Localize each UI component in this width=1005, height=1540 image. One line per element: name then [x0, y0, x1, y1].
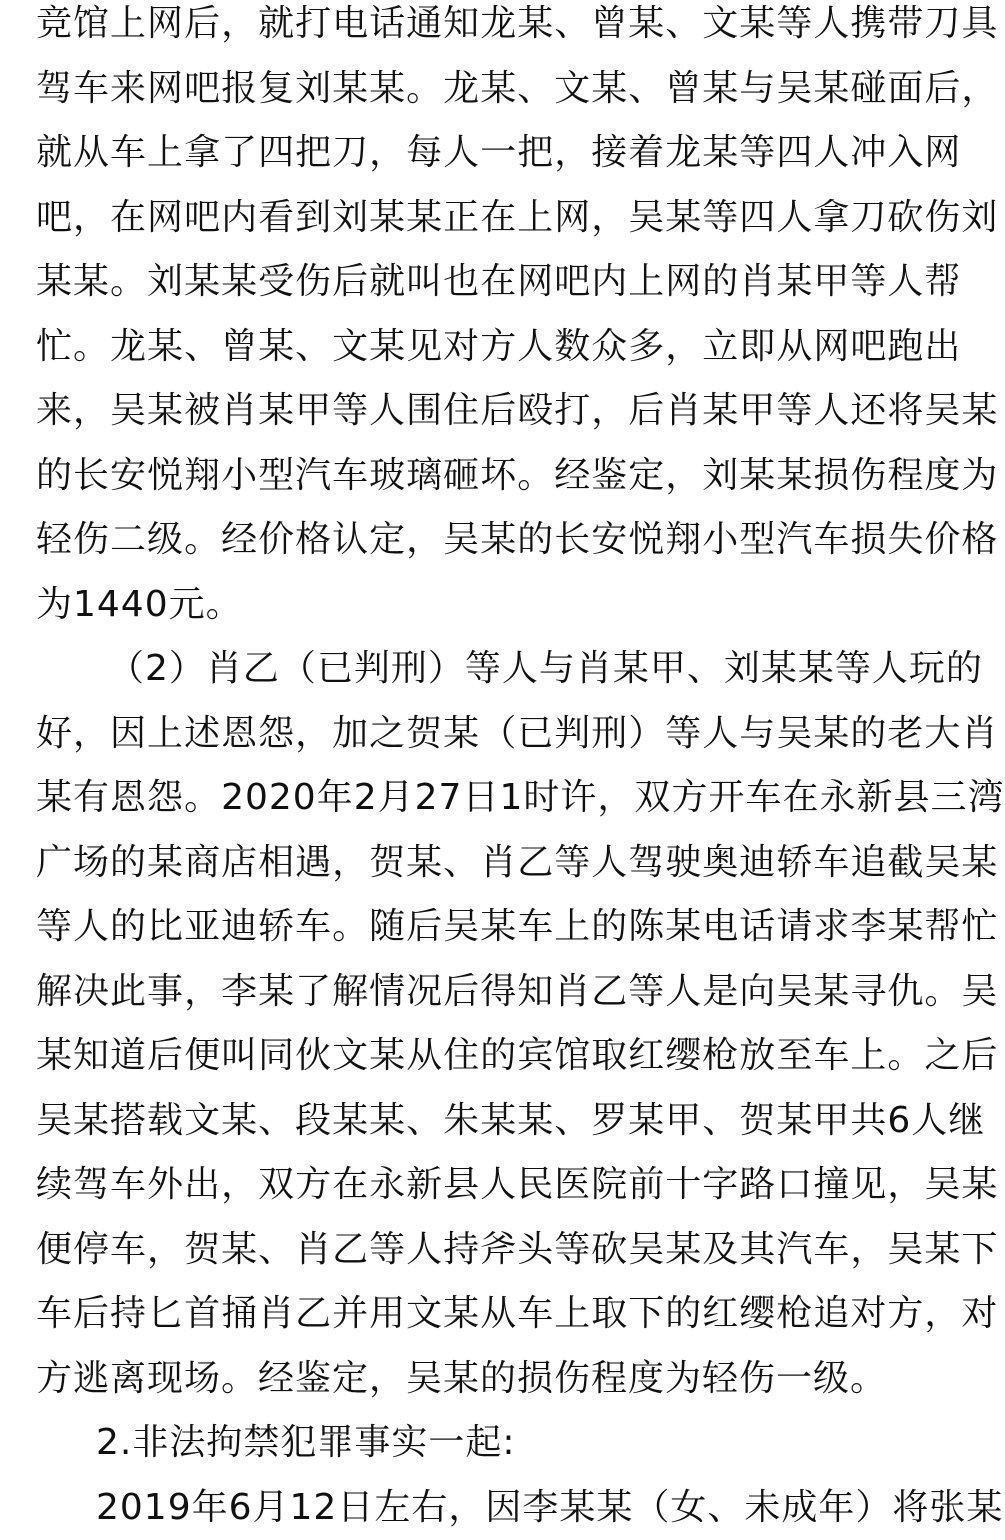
- text-line-17: 某 知 道 后 便 叫 同 伙 文 某 从 住 的 宾 馆 取 红 缨 枪 放 至 车 上 。 之 后: [36, 1024, 840, 1089]
- text-line-10: 为1440元。: [36, 573, 840, 638]
- text-line-12: 好 ， 因 上 述 恩 怨 ， 加 之 贺 某 （ 已 判 刑 ） 等 人 与 吴 某 的 老 大 肖: [36, 702, 840, 767]
- text-line-16: 解 决 此 事 ， 李 某 了 解 情 况 后 得 知 肖 乙 等 人 是 向 吴 某 寻 仇 。 吴: [36, 960, 840, 1025]
- text-line-5: 某 某 。 刘 某 某 受 伤 后 就 叫 也 在 网 吧 内 上 网 的 肖 某 甲 等 人 帮: [36, 250, 840, 315]
- text-line-24: 2019年6月12日左右，因李某某（女、未成年）将张某: [36, 1476, 840, 1540]
- text-line-2: 驾 车 来 网 吧 报 复 刘 某 某 。 龙 某 、 文 某 、 曾 某 与 吴 某 碰 面 后 ，: [36, 57, 840, 122]
- text-line-13: 某 有 恩 怨 。 2020 年 2 月 27 日 1 时 许 ， 双 方 开 车 在 永 新 县 三 湾: [36, 766, 840, 831]
- text-line-7: 来 ， 吴 某 被 肖 某 甲 等 人 围 住 后 殴 打 ， 后 肖 某 甲 等 人 还 将 吴 某: [36, 379, 840, 444]
- text-line-6: 忙 。 龙 某 、 曾 某 、 文 某 见 对 方 人 数 众 多 ， 立 即 从 网 吧 跑 出: [36, 315, 840, 380]
- text-line-20: 便 停 车 ， 贺 某 、 肖 乙 等 人 持 斧 头 等 砍 吴 某 及 其 汽 车 ， 吴 某 下: [36, 1218, 840, 1283]
- text-line-23: 2.非法拘禁犯罪事实一起:: [36, 1411, 840, 1476]
- text-line-9: 轻 伤 二 级 。 经 价 格 认 定 ， 吴 某 的 长 安 悦 翔 小 型 汽 车 损 失 价 格: [36, 508, 840, 573]
- text-line-14: 广 场 的 某 商 店 相 遇 ， 贺 某 、 肖 乙 等 人 驾 驶 奥 迪 轿 车 追 截 吴 某: [36, 831, 840, 896]
- text-line-15: 等 人 的 比 亚 迪 轿 车 。 随 后 吴 某 车 上 的 陈 某 电 话 请 求 李 某 帮 忙: [36, 895, 840, 960]
- document-body: [36, 0, 840, 1540]
- text-line-22: 方逃离现场。经鉴定，吴某的损伤程度为轻伤一级。: [36, 1347, 840, 1412]
- text-line-21: 车 后 持 匕 首 捅 肖 乙 并 用 文 某 从 车 上 取 下 的 红 缨 枪 追 对 方 ， 对: [36, 1282, 840, 1347]
- text-line-11: （2）肖乙（已判刑）等人与肖某甲、刘某某等人玩的: [36, 637, 840, 702]
- text-line-8: 的 长 安 悦 翔 小 型 汽 车 玻 璃 砸 坏 。 经 鉴 定 ， 刘 某 某 损 伤 程 度 为: [36, 444, 840, 509]
- text-line-3: 就 从 车 上 拿 了 四 把 刀 ， 每 人 一 把 ， 接 着 龙 某 等 四 人 冲 入 网: [36, 121, 840, 186]
- text-line-1: 竞 馆 上 网 后 ， 就 打 电 话 通 知 龙 某 、 曾 某 、 文 某 等 人 携 带 刀 具: [36, 0, 840, 57]
- text-line-4: 吧 ， 在 网 吧 内 看 到 刘 某 某 正 在 上 网 ， 吴 某 等 四 人 拿 刀 砍 伤 刘: [36, 186, 840, 251]
- text-line-19: 续 驾 车 外 出 ， 双 方 在 永 新 县 人 民 医 院 前 十 字 路 口 撞 见 ， 吴 某: [36, 1153, 840, 1218]
- text-line-18: 吴 某 搭 载 文 某 、 段 某 某 、 朱 某 某 、 罗 某 甲 、 贺 某 甲 共 6 人 继: [36, 1089, 840, 1154]
